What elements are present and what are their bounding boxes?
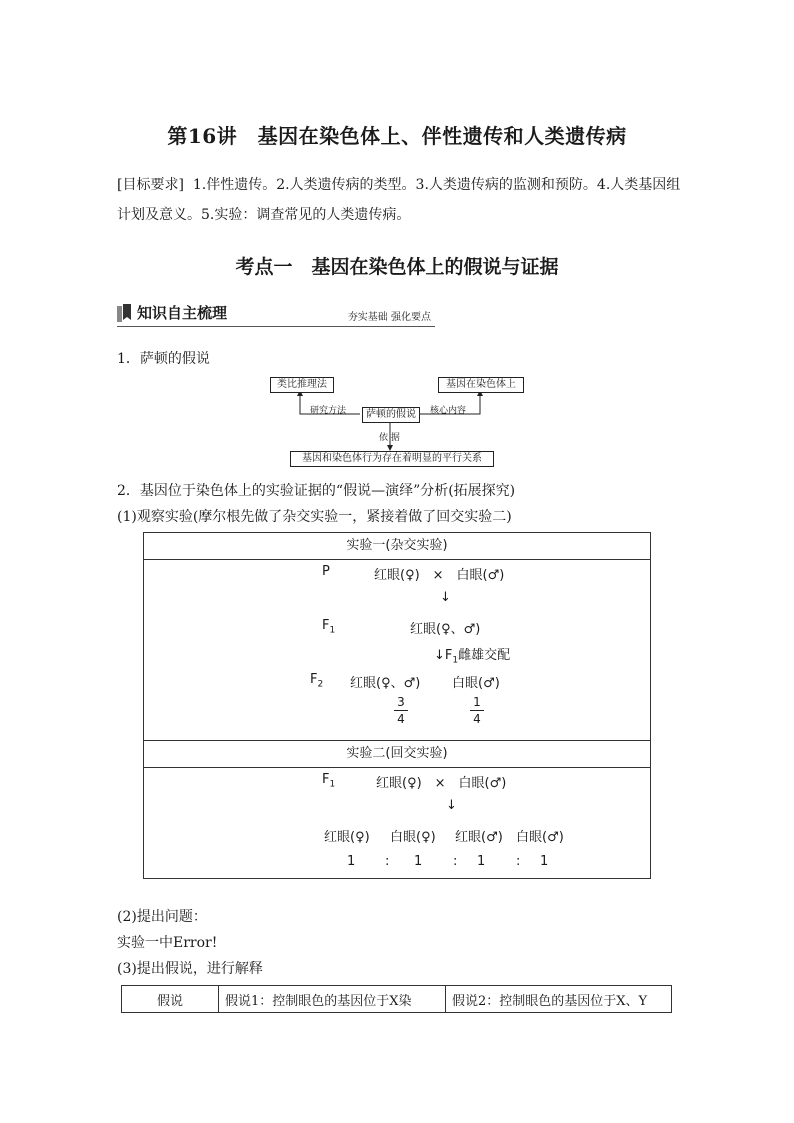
exp1-arrow: ↓ xyxy=(440,590,451,605)
exp1-f1-label xyxy=(322,618,335,636)
ratio-white-den: 4 xyxy=(470,710,484,727)
sutton-hypothesis-box: 萨顿的假说 xyxy=(362,407,420,423)
method-label: 研究方法 xyxy=(310,406,347,416)
exp2-ratio-3: 1 xyxy=(477,854,486,869)
section-label: 知识自主梳理 xyxy=(137,304,228,322)
hyp-col-label: 假说 xyxy=(122,986,219,1013)
basis-box: 基因和染色体行为存在着明显的平行关系 xyxy=(290,451,494,467)
exp2-header: 实验二(回交实验) xyxy=(144,741,651,768)
exp1-f1-letter: F xyxy=(322,618,330,633)
exp1-ratio-red xyxy=(394,694,408,727)
exp2-result-3: 红眼(♂) xyxy=(455,830,503,845)
exp2-result-4: 白眼(♂) xyxy=(516,830,564,845)
method-box: 类比推理法 xyxy=(270,377,334,393)
exp2-ratio-4: 1 xyxy=(540,854,549,869)
exp1-f1-arrow-sub: 1 xyxy=(452,655,459,666)
exp2-ratio-1: 1 xyxy=(347,854,356,869)
exp1-f1-arrow: ↓F xyxy=(434,648,453,663)
exp1-f2-red: 红眼(♀、♂) xyxy=(350,676,421,691)
ratio-red-num: 3 xyxy=(397,695,405,709)
exp1-f2-letter: F xyxy=(310,672,318,687)
exp1-ratio-white xyxy=(470,694,484,727)
goals-line1: 1.伴性遗传。2.人类遗传病的类型。3.人类遗传病的监测和预防。4.人类基因组 xyxy=(192,177,681,193)
exp2-body-cell xyxy=(144,768,651,879)
kaodian-heading: 考点一 基因在染色体上的假说与证据 xyxy=(235,256,559,278)
exp2-result-1: 红眼(♀) xyxy=(324,830,370,845)
exp2-f1-letter: F xyxy=(322,772,330,787)
exp2-ratio-sep-3: : xyxy=(516,854,521,869)
exp1-p-label: P xyxy=(322,564,330,579)
item-2-2: (2)提出问题： xyxy=(117,909,207,925)
exp2-f1-label xyxy=(322,772,335,790)
exp1-f1-text: 红眼(♀、♂) xyxy=(410,622,481,637)
ratio-red-den: 4 xyxy=(394,710,408,727)
core-label: 核心内容 xyxy=(430,406,467,416)
exp1-f2-label xyxy=(310,672,323,690)
item-2-2-line: 实验一中Error! xyxy=(117,935,218,951)
section-tag: 夯实基础 强化要点 xyxy=(347,312,431,323)
exp1-body-cell xyxy=(144,560,651,741)
exp1-f1-sub: 1 xyxy=(329,625,336,636)
exp1-f1-mating-text: 雌雄交配 xyxy=(458,648,511,663)
exp1-f2-sub: 2 xyxy=(317,679,324,690)
basis-label: 依 据 xyxy=(379,433,400,443)
exp1-body xyxy=(144,560,650,740)
item-2-3: (3)提出假说，进行解释 xyxy=(117,961,263,977)
exp2-result-2: 白眼(♀) xyxy=(390,830,436,845)
exp2-ratio-2: 1 xyxy=(414,854,423,869)
experiment-table xyxy=(143,532,651,879)
exp1-p-cross: 红眼(♀) × 白眼(♂) xyxy=(374,568,505,583)
core-content-box: 基因在染色体上 xyxy=(438,377,524,393)
item-2-1: (1)观察实验(摩尔根先做了杂交实验一，紧接着做了回交实验二) xyxy=(117,509,512,525)
goals-line2: 计划及意义。5.实验：调查常见的人类遗传病。 xyxy=(117,207,411,223)
exp1-f2-white: 白眼(♂) xyxy=(452,676,500,691)
exp2-ratio-sep-1: : xyxy=(385,854,390,869)
section-header xyxy=(117,300,435,327)
hyp-col-1: 假说1：控制眼色的基因位于X染 xyxy=(219,986,446,1013)
exp2-body xyxy=(144,768,650,878)
goals-paragraph xyxy=(117,170,687,230)
item-1: 1．萨顿的假说 xyxy=(117,351,210,367)
hypothesis-table xyxy=(121,985,672,1013)
exp2-cross: 红眼(♀) × 白眼(♂) xyxy=(376,776,507,791)
ratio-white-num: 1 xyxy=(473,695,481,709)
item-2: 2．基因位于染色体上的实验证据的“假说—演绎”分析(拓展探究) xyxy=(117,483,516,499)
bookmark-icon xyxy=(117,304,131,322)
exp1-f1-mating xyxy=(434,644,510,666)
page-title: 第16讲 基因在染色体上、伴性遗传和人类遗传病 xyxy=(167,124,627,148)
exp1-header: 实验一(杂交实验) xyxy=(144,533,651,560)
exp2-f1-sub: 1 xyxy=(329,779,336,790)
sutton-diagram xyxy=(268,374,530,466)
goals-tag: [目标要求] xyxy=(117,177,184,193)
hyp-col-2: 假说2：控制眼色的基因位于X、Y xyxy=(446,986,672,1013)
exp2-ratio-sep-2: : xyxy=(453,854,458,869)
exp2-arrow: ↓ xyxy=(446,798,457,813)
